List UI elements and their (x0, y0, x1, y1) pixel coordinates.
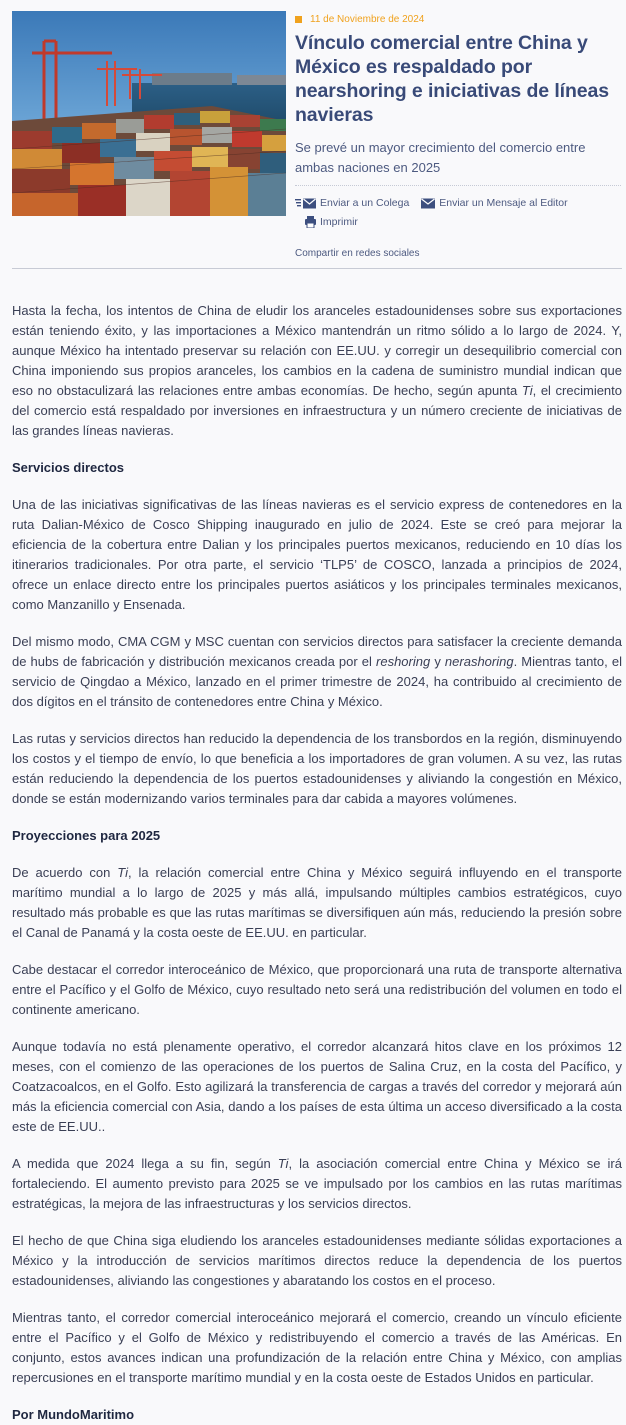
source-name: Ti (117, 865, 128, 880)
mail-icon (420, 198, 436, 209)
section-heading: Proyecciones para 2025 (12, 828, 161, 843)
article-meta (295, 12, 621, 259)
article-date: 11 de Noviembre de 2024 (310, 13, 425, 25)
term-nerashoring: nerashoring (444, 654, 514, 669)
article-title: Vínculo comercial entre China y México es respaldado por nearshoring e iniciativas de líneas navieras (295, 32, 610, 126)
paragraph (12, 1154, 622, 1214)
printer-icon (295, 216, 317, 228)
meta-separator (295, 185, 621, 186)
article-subtitle: Se prevé un mayor crecimiento del comercio entre ambas naciones en 2025 (295, 140, 586, 175)
section-heading: Servicios directos (12, 460, 124, 475)
send-colleague-label: Enviar a un Colega (320, 197, 410, 209)
mail-icon (295, 198, 317, 209)
paragraph (12, 863, 622, 943)
paragraph: Cabe destacar el corredor interoceánico de México, que proporcionará una ruta de transporte alternativa entre el Pacífico y el Golfo de México, cuyo resultado neto será una redistribución del volumen en todo el continente americano. (12, 962, 622, 1017)
article-header (0, 0, 626, 270)
print-link[interactable] (295, 214, 358, 230)
paragraph-text: De acuerdo con (12, 865, 118, 880)
article-body (12, 301, 622, 1425)
date-row (295, 12, 621, 26)
paragraph-text: A medida que 2024 llega a su fin, según (12, 1156, 278, 1171)
paragraph-text: , la asociación comercial entre China y México se irá fortaleciendo. El aumento previsto para 2025 se ve impulsado por los cambios en las rutas marítimas estratégicas, la mejora de las infraestructuras y los servicios directos. (12, 1156, 622, 1211)
header-divider (12, 268, 622, 269)
paragraph: Aunque todavía no está plenamente operativo, el corredor alcanzará hitos clave en los próximos 12 meses, con el comienzo de las operaciones de los puertos de Salina Cruz, en la costa del Pacífico, y Coatzacoalcos, en el Golfo. Esto agilizará la transferencia de cargas a través del corredor y mejorará aún más la eficiencia comercial con Asia, dando a los países de esta última un acceso diversificado a la costa este de EE.UU.. (12, 1039, 622, 1134)
send-colleague-link[interactable] (295, 195, 409, 211)
share-social-link[interactable]: Compartir en redes sociales (295, 247, 420, 259)
paragraph: Una de las iniciativas significativas de las líneas navieras es el servicio express de contenedores en la ruta Dalian-México de Cosco Shipping inaugurado en julio de 2024. Este se creó para mejorar la eficiencia de la cobertura entre Dalian y los principales puertos mexicanos, reduciendo en 10 días los itinerarios tradicionales. Por otra parte, el servicio ‘TLP5’ de COSCO, lanzada a principios de 2024, ofrece un enlace directo entre los principales puertos asiáticos y los principales terminales mexicanos, como Manzanillo y Ensenada. (12, 497, 622, 612)
paragraph: Las rutas y servicios directos han reducido la dependencia de los transbordos en la región, disminuyendo los costos y el tiempo de envío, lo que beneficia a los importadores de gran volumen. A su vez, las rutas están reduciendo la dependencia de los puertos estadounidenses y aliviando la congestión en México, donde se están modernizando varios terminales para dar cabida a mayores volúmenes. (12, 731, 622, 806)
send-editor-link[interactable] (420, 195, 567, 211)
paragraph: El hecho de que China siga eludiendo los aranceles estadounidenses mediante sólidas exportaciones a México y la introducción de servicios marítimos directos reduce la dependencia de los puertos estadounidenses, aliviando las congestiones y abaratando los costos en el proceso. (12, 1233, 622, 1288)
paragraph: Mientras tanto, el corredor comercial interoceánico mejorará el comercio, creando un vínculo eficiente entre el Pacífico y el Golfo de México y redistribuyendo el comercio a través de las Américas. En conjunto, estos avances indican una profundización de la relación entre China y México, con amplias repercusiones en el transporte marítimo mundial y en la costa oeste de Estados Unidos en particular. (12, 1310, 622, 1385)
paragraph-text: Hasta la fecha, los intentos de China de eludir los aranceles estadounidenses sobre sus exportaciones están teniendo éxito, y las importaciones a México mantendrán un ritmo sólido a lo largo de 2024. Y, aunque México ha intentado preservar su relación con EE.UU. y corregir un desequilibrio comercial con China imponiendo sus propios aranceles, los cambios en la cadena de suministro mundial indican que eso no obstaculizará las relaciones entre ambas economías. De hecho, según apunta (12, 303, 622, 398)
byline: Por MundoMaritimo (12, 1407, 135, 1422)
container-port-photo (12, 11, 286, 216)
send-editor-label: Enviar un Mensaje al Editor (439, 197, 568, 209)
paragraph-text: . Mientras tanto, el servicio de Qingdao a México, lanzado en el primer trimestre de 2024, ha contribuido al crecimiento de dos dígitos en el tránsito de contenedores entre China y México. (12, 654, 622, 709)
article-actions (295, 195, 621, 231)
paragraph-text: , el crecimiento del comercio está respaldado por inversiones en infraestructura y un número creciente de iniciativas de las grandes líneas navieras. (12, 383, 623, 438)
print-label: Imprimir (320, 215, 358, 228)
paragraph (12, 632, 622, 712)
term-reshoring: reshoring (376, 654, 431, 669)
paragraph (12, 301, 622, 441)
date-marker-icon (295, 16, 302, 23)
paragraph-text: , la relación comercial entre China y México seguirá influyendo en el transporte marítimo mundial a lo largo de 2025 y más allá, impulsando múltiples cambios estratégicos, cuyo resultado más probable es que las rutas marítimas se diversifiquen aún más, reduciendo la presión sobre el Canal de Panamá y la costa oeste de EE.UU. en particular. (12, 865, 622, 940)
paragraph-text: Del mismo modo, CMA CGM y MSC cuentan con servicios directos para satisfacer la creciente demanda de hubs de fabricación y distribución mexicanos creada por el (12, 634, 622, 669)
paragraph-text: y (430, 654, 445, 669)
source-name: Ti (277, 1156, 289, 1171)
source-name: Ti (521, 383, 533, 398)
